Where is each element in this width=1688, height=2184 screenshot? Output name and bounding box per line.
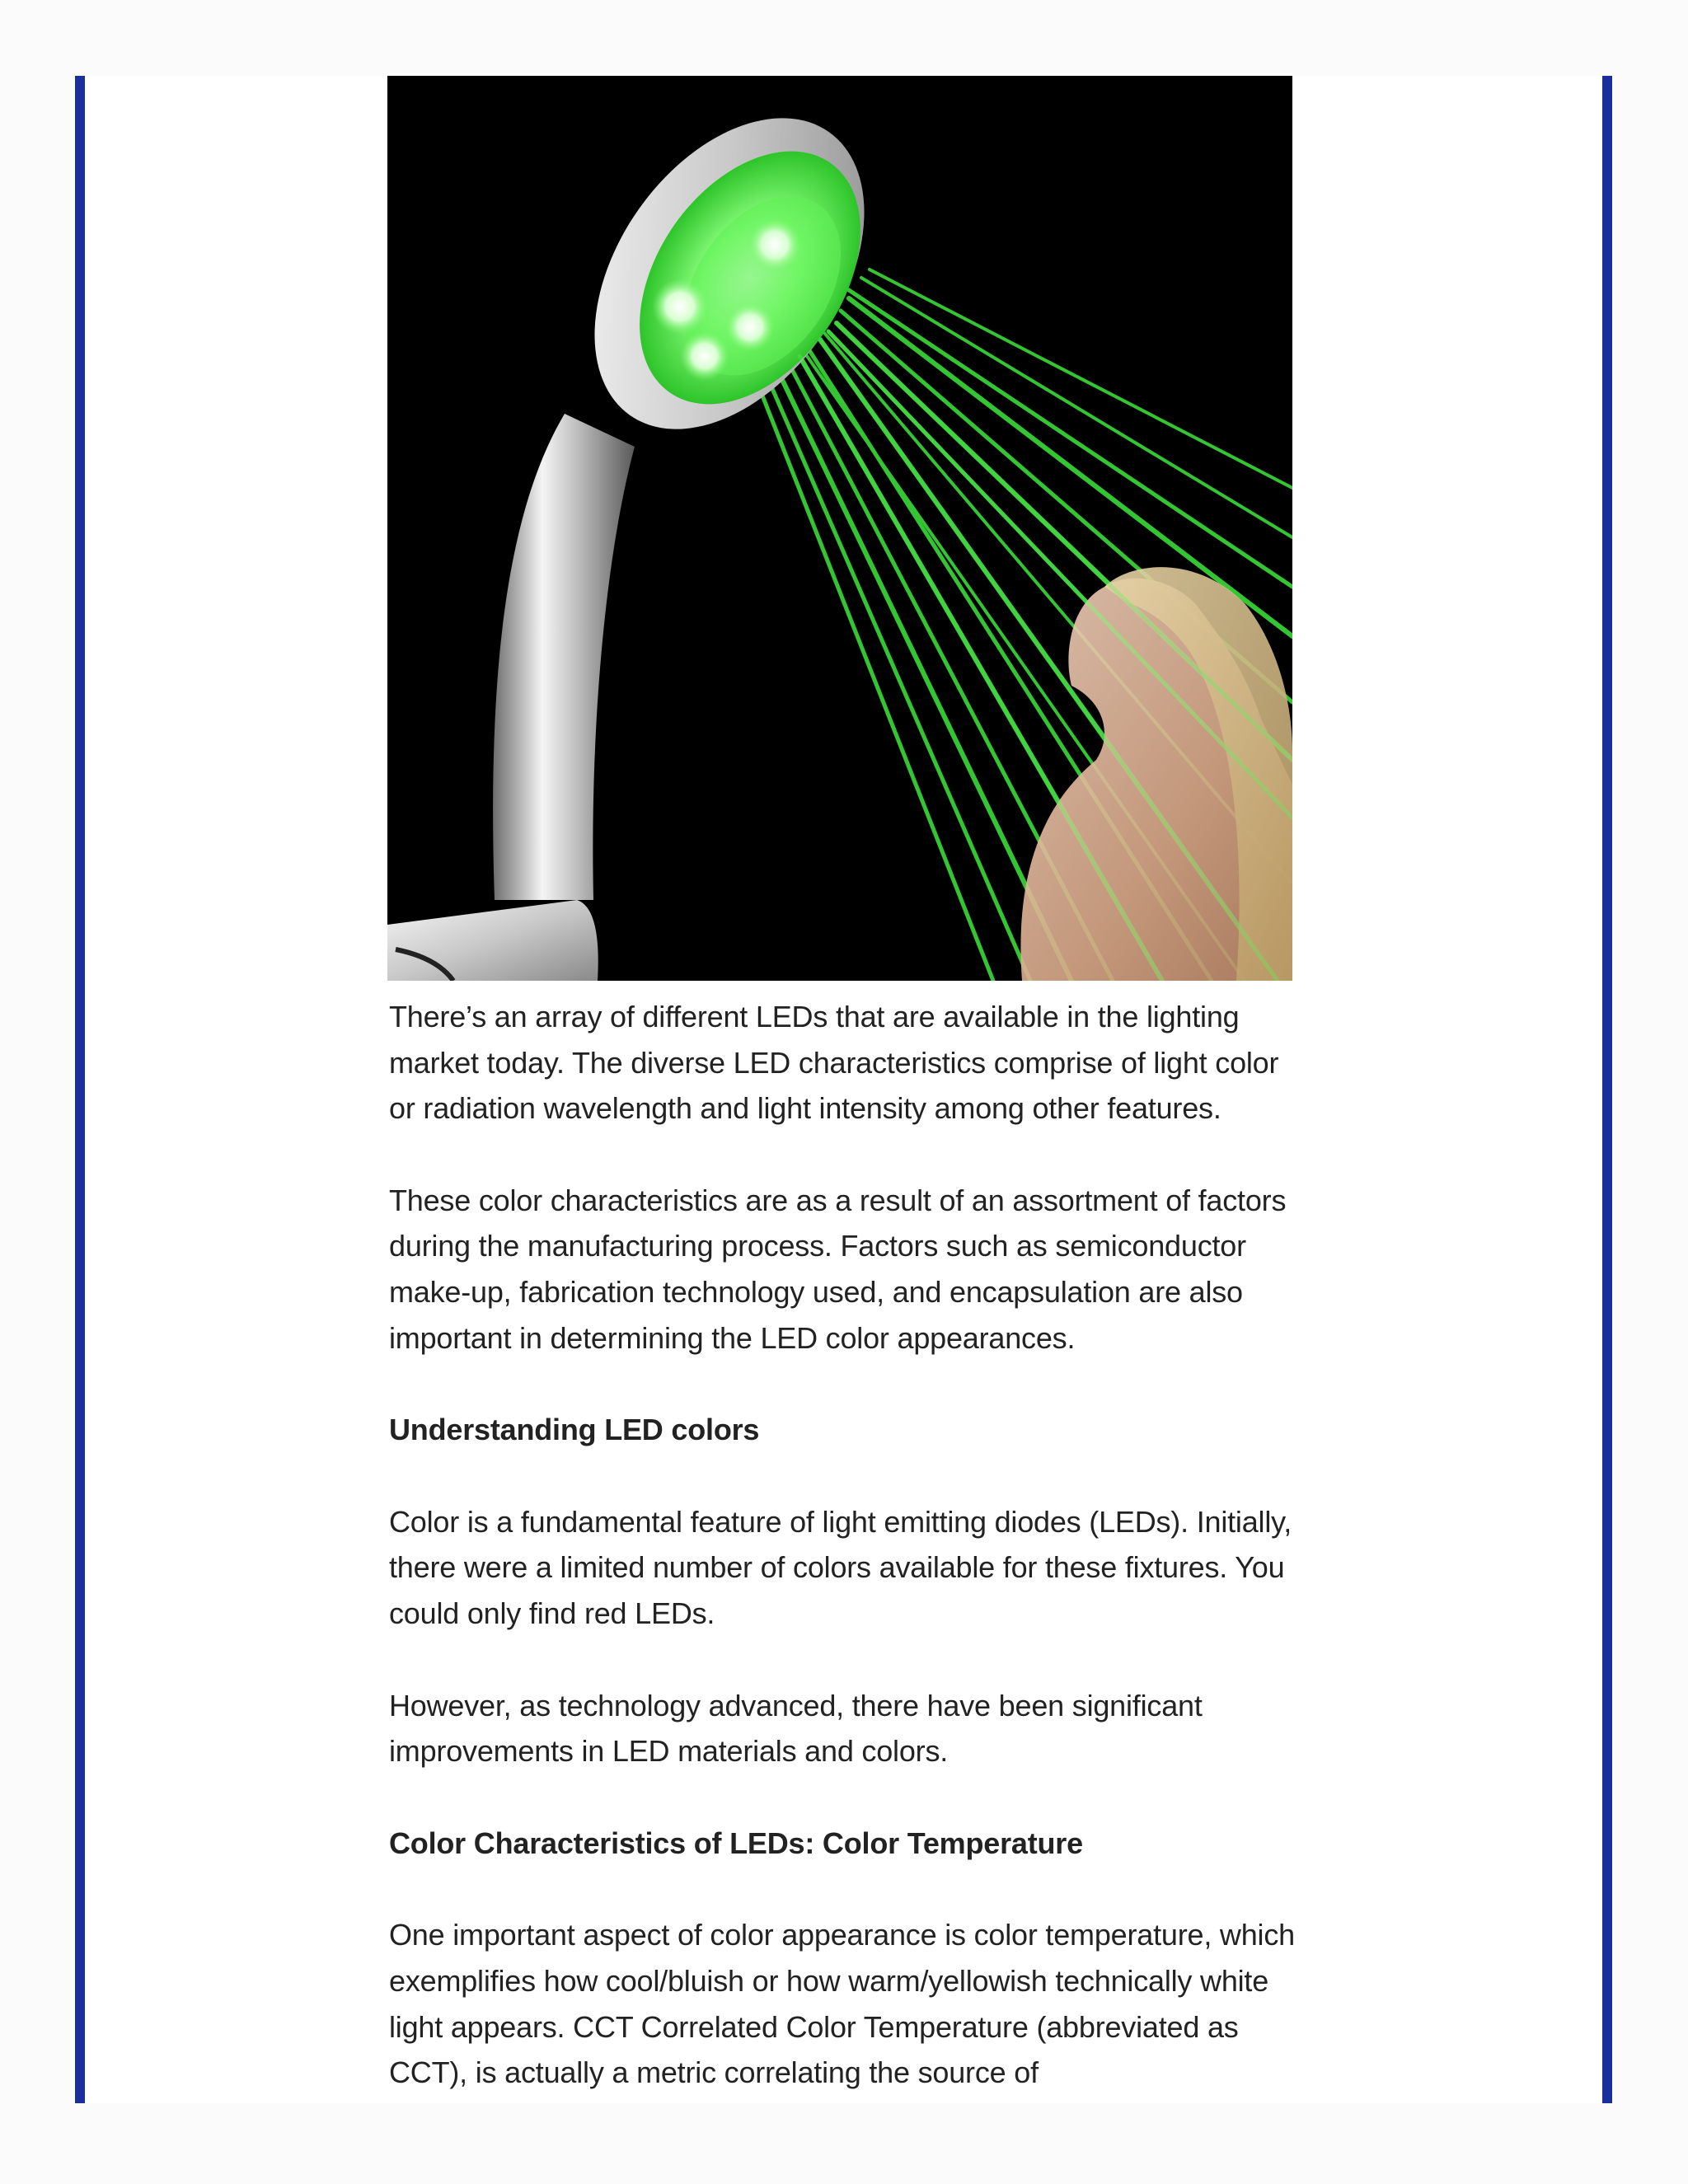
article-paragraph-4: However, as technology advanced, there have been significant improvements in LED materials and colors. [389,1688,1203,1769]
article-paragraph-2: These color characteristics are as a result of an assortment of factors during the manufacturing process. Factors such as semiconductor make-up, fabrication technology used, and encapsulation are also important in determining the LED color appearances. [389,1183,1287,1355]
article-paragraph-1: There’s an array of different LEDs that are available in the lighting market today. The diverse LED characteristics comprise of light color or radiation wavelength and light intensity among other features. [389,1000,1279,1126]
article-paragraph-5: One important aspect of color appearance is color temperature, which exemplifies how cool/bluish or how warm/yellowish technically white light appears. CCT Correlated Color Temperature (abbreviated as CCT), is actually a metric correlating the source of [389,1918,1295,2090]
article-paragraph-3: Color is a fundamental feature of light emitting diodes (LEDs). Initially, there were a limited number of colors available for these fixtures. You could only find red LEDs. [389,1504,1292,1630]
led-shower-head-photo-icon [387,76,1292,981]
left-frame-border [75,76,85,2103]
section-heading-color-temperature: Color Characteristics of LEDs: Color Temperature [389,1825,1083,1860]
right-frame-border [1602,76,1612,2103]
article-body [389,994,1304,2142]
section-heading-understanding-led-colors: Understanding LED colors [389,1413,760,1447]
hero-image [387,76,1292,981]
